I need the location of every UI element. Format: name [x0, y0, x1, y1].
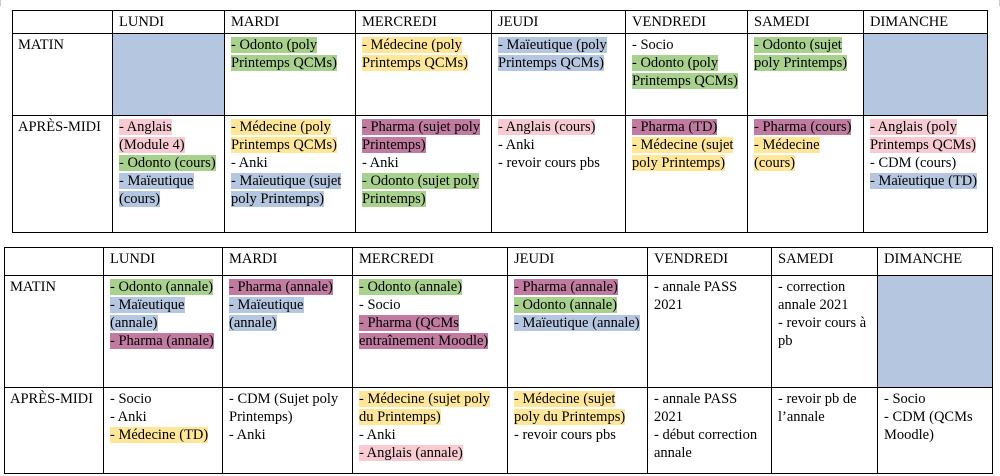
task-text: - Maïeutique (annale) [514, 315, 640, 331]
task-text: - Maïeutique (sujet poly Printemps) [231, 173, 342, 207]
task-entry [514, 390, 643, 426]
schedule-cell-jeudi [492, 116, 626, 233]
task-text: - Pharma (annale) [110, 333, 214, 349]
task-text: - Médecine (sujet poly du Printemps) [514, 391, 626, 425]
task-entry [498, 136, 621, 154]
schedule-cell-dimanche [878, 388, 993, 474]
task-text: - Odonto (cours) [119, 155, 216, 171]
schedule-cell-mardi [223, 276, 353, 388]
task-entry [231, 172, 351, 208]
task-entry [231, 154, 351, 172]
task-entry [359, 296, 503, 314]
task-entry [632, 136, 743, 172]
task-entry [498, 36, 621, 72]
slot-row-apres-midi [13, 116, 988, 233]
day-header-mercredi: MERCREDI [356, 11, 492, 34]
task-entry [870, 154, 983, 172]
day-header-samedi: SAMEDI [772, 248, 878, 276]
task-entry [884, 390, 988, 408]
day-header-lundi: LUNDI [113, 11, 225, 34]
task-entry [632, 118, 743, 136]
task-entry [119, 154, 220, 172]
task-text: - Anglais (poly Printemps QCMs) [870, 119, 976, 153]
task-text: - Odonto (annale) [110, 279, 214, 295]
task-entry [110, 390, 218, 408]
task-text: - revoir cours pbs [514, 427, 616, 443]
task-entry [359, 426, 503, 444]
schedule-cell-samedi [772, 276, 878, 388]
day-header-dimanche: DIMANCHE [878, 248, 993, 276]
task-text: - CDM (cours) [870, 155, 957, 171]
task-text: - CDM (Sujet poly Printemps) [229, 391, 339, 425]
task-entry [359, 314, 503, 350]
task-entry [119, 118, 220, 154]
task-entry [514, 296, 643, 314]
header-row [5, 248, 993, 276]
task-entry [229, 390, 348, 426]
schedule-cell-lundi [113, 34, 225, 116]
row-label: APRÈS-MIDI [13, 116, 113, 233]
task-entry [231, 36, 351, 72]
schedule-cell-samedi [772, 388, 878, 474]
task-entry [229, 278, 348, 296]
schedule-cell-vendredi [648, 388, 772, 474]
header-row [13, 11, 988, 34]
task-text: - Socio [110, 391, 152, 407]
schedule-cell-jeudi [508, 388, 648, 474]
schedule-cell-vendredi [626, 34, 748, 116]
task-text: - revoir cours à pb [778, 315, 867, 349]
task-text: - Maïeutique (annale) [229, 297, 304, 331]
task-entry [229, 296, 348, 332]
schedule-cell-mercredi [356, 116, 492, 233]
task-entry [110, 332, 218, 350]
task-entry [119, 172, 220, 208]
task-text: - Médecine (poly Printemps QCMs) [362, 37, 468, 71]
task-entry [632, 36, 743, 54]
task-entry [754, 118, 859, 136]
day-header-mercredi: MERCREDI [353, 248, 508, 276]
task-text: - CDM (QCMs Moodle) [884, 409, 973, 443]
task-entry [110, 278, 218, 296]
task-text: - Odonto (poly Printemps QCMs) [632, 55, 738, 89]
row-label: APRÈS-MIDI [5, 388, 104, 474]
task-entry [754, 36, 859, 72]
task-text: - Anki [359, 427, 396, 443]
task-text: - correction annale 2021 [778, 279, 849, 313]
task-text: - Pharma (TD) [632, 119, 718, 135]
day-header-jeudi: JEUDI [508, 248, 648, 276]
task-entry [359, 390, 503, 426]
task-text: - début correction annale [654, 427, 758, 461]
day-header-dimanche: DIMANCHE [864, 11, 988, 34]
task-entry [498, 118, 621, 136]
task-text: - Pharma (sujet poly Printemps) [362, 119, 480, 153]
task-text: - revoir cours pbs [498, 155, 600, 171]
schedule-cell-mardi [223, 388, 353, 474]
schedule-cell-mardi [225, 34, 356, 116]
task-text: - Médecine (poly Printemps QCMs) [231, 119, 337, 153]
task-entry [754, 136, 859, 172]
task-text: - Socio [359, 297, 401, 313]
corner-cell [13, 11, 113, 34]
task-entry [778, 278, 873, 314]
corner-cell [5, 248, 104, 276]
task-entry [514, 314, 643, 332]
task-entry [498, 154, 621, 172]
task-text: - Médecine (TD) [110, 427, 209, 443]
schedule-cell-lundi [113, 116, 225, 233]
task-text: - Pharma (annale) [229, 279, 333, 295]
slot-row-matin [5, 276, 993, 388]
task-text: - Pharma (cours) [754, 119, 852, 135]
schedule-cell-vendredi [626, 116, 748, 233]
task-text: - Pharma (QCMs entraînement Moodle) [359, 315, 489, 349]
task-entry [654, 426, 767, 462]
day-header-mardi: MARDI [225, 11, 356, 34]
task-entry [110, 426, 218, 444]
schedule-cell-mercredi [353, 276, 508, 388]
task-entry [870, 118, 983, 154]
schedule-cell-vendredi [648, 276, 772, 388]
task-entry [110, 408, 218, 426]
task-text: - Anki [229, 427, 266, 443]
schedule-cell-lundi [104, 276, 223, 388]
day-header-jeudi: JEUDI [492, 11, 626, 34]
task-text: - Odonto (sujet poly Printemps) [362, 173, 480, 207]
task-text: - Odonto (poly Printemps QCMs) [231, 37, 337, 71]
task-text: - Médecine (sujet poly Printemps) [632, 137, 734, 171]
task-entry [778, 390, 873, 426]
task-entry [632, 54, 743, 90]
week-2-schedule-table [4, 247, 993, 474]
row-label: MATIN [5, 276, 104, 388]
schedule-cell-samedi [748, 34, 864, 116]
task-entry [654, 390, 767, 426]
task-text: - Pharma (annale) [514, 279, 618, 295]
schedule-cell-jeudi [508, 276, 648, 388]
task-entry [870, 172, 983, 190]
task-text: - revoir pb de l’annale [778, 391, 857, 425]
schedule-cell-mercredi [353, 388, 508, 474]
day-header-vendredi: VENDREDI [626, 11, 748, 34]
task-text: - annale PASS 2021 [654, 391, 738, 425]
task-entry [884, 408, 988, 444]
task-text: - Odonto (sujet poly Printemps) [754, 37, 848, 71]
task-entry [362, 154, 487, 172]
task-entry [362, 36, 487, 72]
task-entry [362, 172, 487, 208]
task-text: - Anglais (Module 4) [119, 119, 185, 153]
task-text: - Anki [362, 155, 399, 171]
day-header-mardi: MARDI [223, 248, 353, 276]
page-edge [0, 0, 1000, 6]
schedule-cell-dimanche [878, 276, 993, 388]
schedule-cell-lundi [104, 388, 223, 474]
task-text: - Médecine (sujet poly du Printemps) [359, 391, 490, 425]
slot-row-apres-midi [5, 388, 993, 474]
task-text: - Maïeutique (cours) [119, 173, 194, 207]
task-entry [778, 314, 873, 350]
task-entry [514, 426, 643, 444]
task-entry [359, 444, 503, 462]
task-text: - annale PASS 2021 [654, 279, 738, 313]
schedule-cell-samedi [748, 116, 864, 233]
task-text: - Anki [110, 409, 147, 425]
day-header-lundi: LUNDI [104, 248, 223, 276]
task-text: - Socio [632, 37, 674, 53]
slot-row-matin [13, 34, 988, 116]
day-header-samedi: SAMEDI [748, 11, 864, 34]
task-entry [359, 278, 503, 296]
schedule-cell-dimanche [864, 34, 988, 116]
task-text: - Anglais (cours) [498, 119, 596, 135]
task-text: - Socio [884, 391, 926, 407]
task-text: - Médecine (cours) [754, 137, 820, 171]
task-text: - Odonto (annale) [514, 297, 618, 313]
schedule-cell-jeudi [492, 34, 626, 116]
task-text: - Anki [498, 137, 535, 153]
task-entry [514, 278, 643, 296]
task-text: - Maïeutique (poly Printemps QCMs) [498, 37, 607, 71]
schedule-cell-dimanche [864, 116, 988, 233]
task-text: - Anglais (annale) [359, 445, 463, 461]
row-label: MATIN [13, 34, 113, 116]
task-text: - Odonto (annale) [359, 279, 463, 295]
week-1-schedule-table [12, 10, 988, 233]
task-entry [231, 118, 351, 154]
task-text: - Anki [231, 155, 268, 171]
schedule-cell-mardi [225, 116, 356, 233]
task-entry [654, 278, 767, 314]
day-header-vendredi: VENDREDI [648, 248, 772, 276]
task-text: - Maïeutique (annale) [110, 297, 185, 331]
schedule-cell-mercredi [356, 34, 492, 116]
task-entry [362, 118, 487, 154]
task-entry [110, 296, 218, 332]
task-text: - Maïeutique (TD) [870, 173, 978, 189]
task-entry [229, 426, 348, 444]
